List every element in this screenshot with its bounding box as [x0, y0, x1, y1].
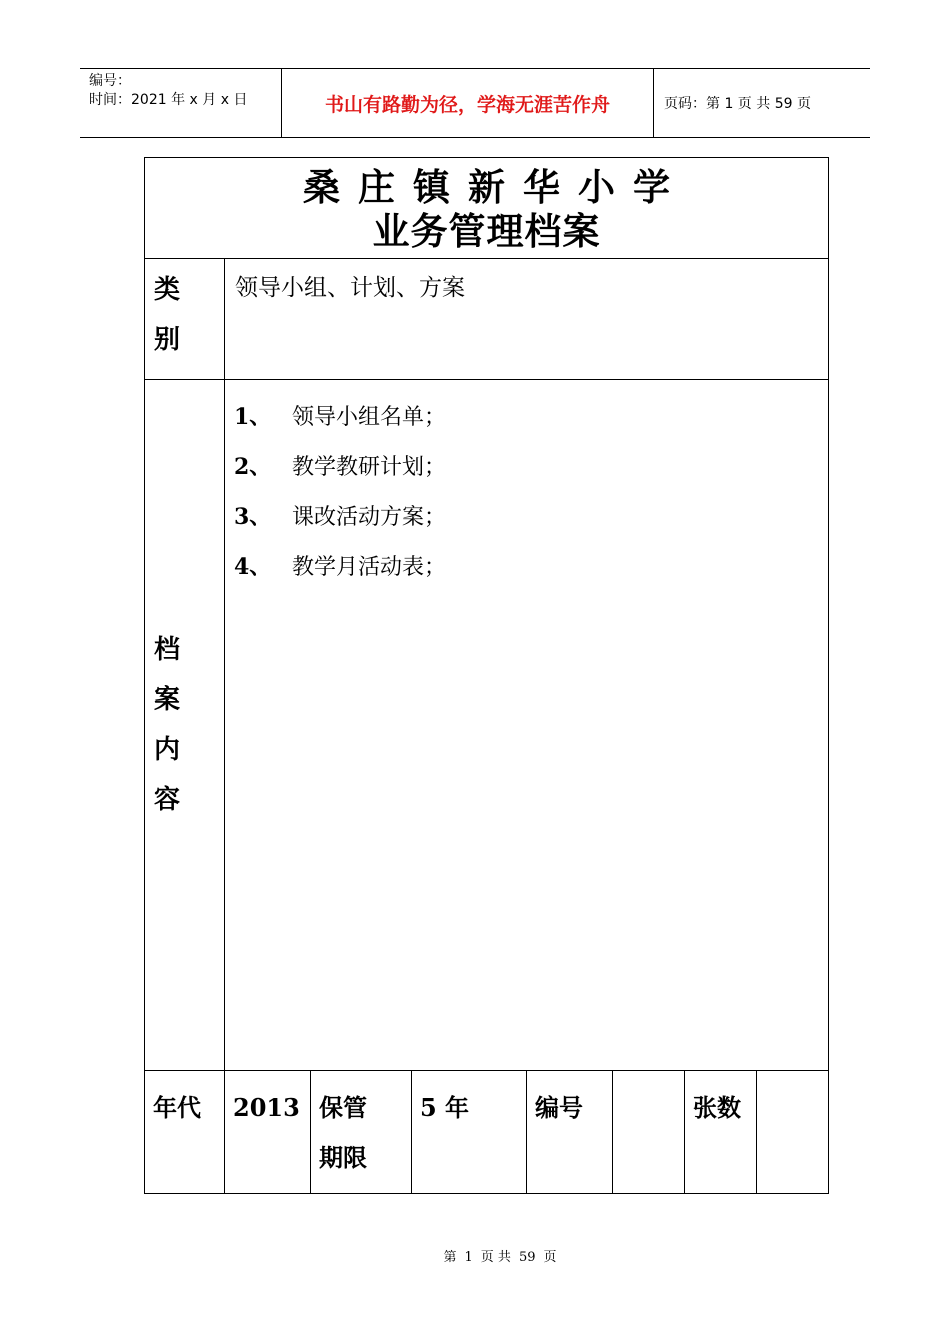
list-item: 1、 领导小组名单；	[234, 403, 447, 430]
content-list	[225, 380, 829, 1071]
header-meta	[80, 69, 282, 137]
page-total: 59	[518, 1250, 536, 1265]
archive-form	[144, 157, 829, 1194]
header-date-label: 时间：2021 年 x 月 x 日	[89, 92, 248, 108]
keep-period-label: 保管 期限	[311, 1071, 412, 1194]
keep-period-value: 5 年	[412, 1071, 527, 1194]
era-value: 2013	[225, 1071, 311, 1194]
list-item: 2、 教学教研计划；	[234, 453, 447, 480]
category-label: 类 别	[145, 259, 225, 380]
category-value: 领导小组、计划、方案	[225, 259, 829, 380]
title-school: 桑庄镇新华小学	[303, 166, 688, 209]
page-footer: 第 1 页 共 59 页	[443, 1250, 557, 1265]
count-value	[757, 1071, 829, 1194]
header-motto: 书山有路勤为径，学海无涯苦作舟	[282, 69, 654, 137]
page-current: 1	[464, 1250, 473, 1265]
list-item: 4、 教学月活动表；	[234, 553, 447, 580]
header-page-label: 页码：第 1 页 共 59 页	[664, 96, 811, 112]
era-label: 年代	[145, 1071, 225, 1194]
count-label: 张数	[685, 1071, 757, 1194]
number-label: 编号	[527, 1071, 613, 1194]
form-title	[145, 158, 829, 259]
content-label: 档 案 内 容	[145, 380, 225, 1071]
header-number-label: 编号：	[89, 73, 131, 89]
page-header	[80, 68, 870, 138]
number-value	[613, 1071, 685, 1194]
list-item: 3、 课改活动方案；	[234, 503, 447, 530]
title-archive: 业务管理档案	[372, 210, 601, 253]
